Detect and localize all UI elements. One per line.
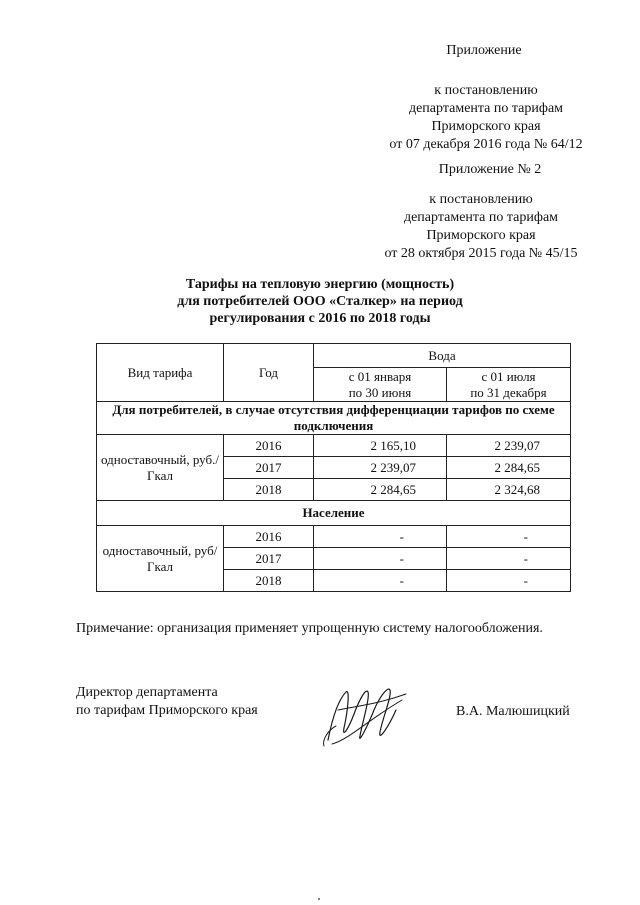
annex-header	[400, 42, 568, 60]
table-cell-value: 2 165,10	[314, 435, 447, 457]
annex2-reference	[368, 191, 594, 263]
annex-title: Приложение	[446, 43, 522, 58]
position-line-2: по тарифам Приморского края	[76, 703, 258, 718]
annex-department: департамента по тарифам	[408, 101, 564, 116]
annex-to-resolution: к постановлению	[434, 83, 538, 98]
signatory-name: В.А. Малюшицкий	[456, 704, 570, 719]
annex-date: от 07 декабря 2016 года № 64/12	[389, 137, 583, 152]
table-cell-value: 2 239,07	[447, 435, 571, 457]
tariff-type-cell: одноставочный, руб/Гкал	[97, 526, 224, 592]
table-cell-value: 2 324,68	[447, 479, 571, 501]
tariff-table	[96, 343, 571, 592]
tax-note: Примечание: организация применяет упрощенную систему налогообложения.	[76, 621, 543, 636]
table-cell-year: 2017	[224, 457, 314, 479]
table-cell-value: 2 239,07	[314, 457, 447, 479]
header-period-1	[314, 368, 447, 402]
period-1-to: по 30 июня	[348, 384, 412, 400]
header-year: Год	[224, 344, 314, 402]
signatory-position	[76, 684, 296, 720]
table-cell-year: 2016	[224, 526, 314, 548]
title-line-1: Тарифы на тепловую энергию (мощность)	[185, 277, 455, 292]
annex2-date: от 28 октября 2015 года № 45/15	[384, 246, 578, 261]
annex2-header	[400, 161, 580, 179]
title-line-2: для потребителей ООО «Сталкер» на период	[177, 294, 463, 309]
annex2-to-resolution: к постановлению	[429, 192, 533, 207]
section-heading-population: Население	[97, 501, 571, 526]
table-cell-value: -	[314, 548, 447, 570]
annex-region: Приморского края	[431, 119, 541, 134]
document-title	[140, 276, 500, 327]
table-cell-value: 2 284,65	[314, 479, 447, 501]
table-cell-value: 2 284,65	[447, 457, 571, 479]
annex2-region: Приморского края	[426, 228, 536, 243]
table-cell-year: 2016	[224, 435, 314, 457]
table-cell-value: -	[447, 526, 571, 548]
period-1-from: с 01 января	[348, 368, 412, 384]
table-cell-value: -	[447, 548, 571, 570]
title-line-3: регулирования с 2016 по 2018 годы	[209, 311, 431, 326]
annex-reference	[380, 82, 592, 154]
annex2-title: Приложение № 2	[438, 162, 542, 177]
period-2-to: по 31 декабря	[470, 384, 547, 400]
header-period-2	[447, 368, 571, 402]
header-water: Вода	[314, 344, 571, 368]
tariff-type-cell: одноставочный, руб./Гкал	[97, 435, 224, 501]
table-cell-year: 2018	[224, 570, 314, 592]
annex2-department: департамента по тарифам	[403, 210, 559, 225]
table-cell-value: -	[314, 526, 447, 548]
handwritten-signature	[318, 680, 410, 750]
table-cell-year: 2018	[224, 479, 314, 501]
header-tariff-type: Вид тарифа	[97, 344, 224, 402]
section-heading-all: Для потребителей, в случае отсутствия дифференциации тарифов по схеме подключения	[97, 402, 571, 435]
position-line-1: Директор департамента	[76, 685, 218, 700]
table-cell-value: -	[447, 570, 571, 592]
scan-speck	[318, 898, 320, 900]
table-cell-value: -	[314, 570, 447, 592]
period-2-from: с 01 июля	[481, 368, 536, 384]
table-cell-year: 2017	[224, 548, 314, 570]
